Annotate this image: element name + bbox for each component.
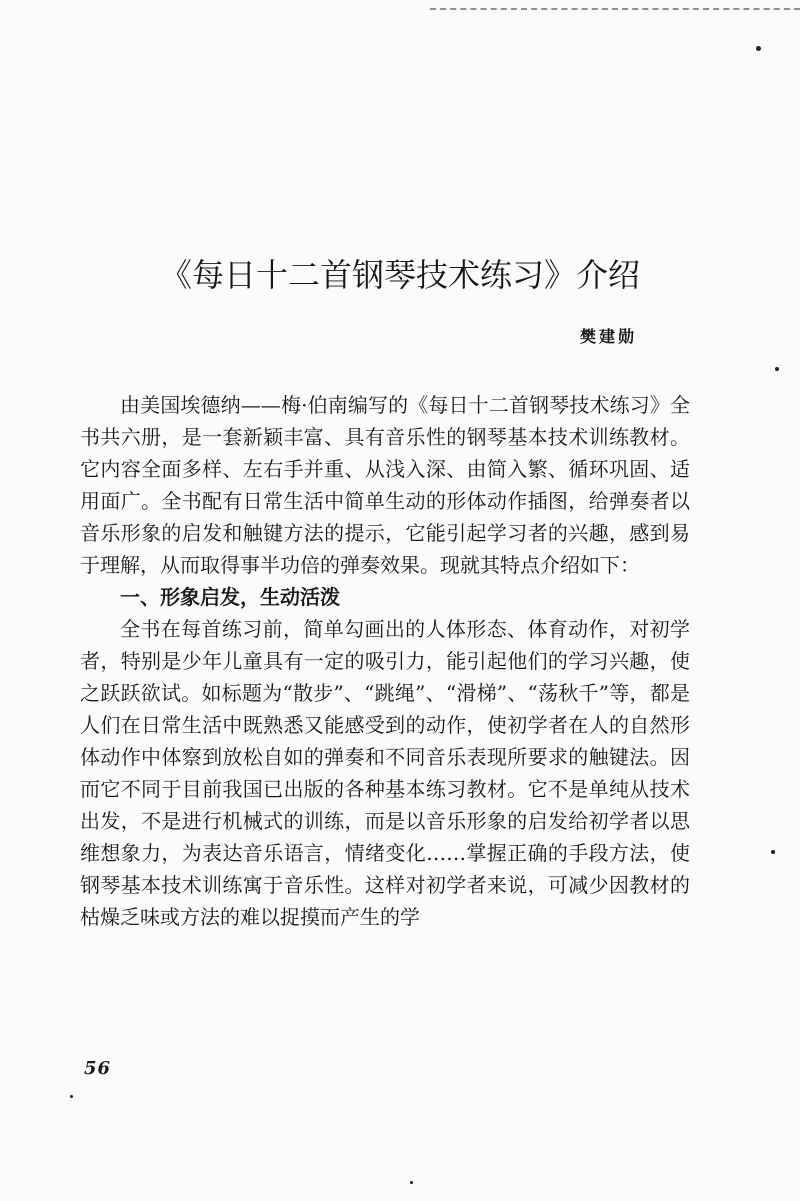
scan-speck	[775, 367, 779, 371]
section-paragraph: 全书在每首练习前，简单勾画出的人体形态、体育动作，对初学者，特别是少年儿童具有一定的吸引力，能引起他们的学习兴趣，使之跃跃欲试。如标题为“散步”、“跳绳”、“滑梯”、“荡秋千”等，都是人们在日常生活中既熟悉又能感受到的动作，使初学者在人的自然形体动作中体察到放松自如的弹奏和不同音乐表现所要求的触键法。因而它不同于目前我国已出版的各种基本练习教材。它不是单纯从技术出发，不是进行机械式的训练，而是以音乐形象的启发给初学者以思维想象力，为表达音乐语言，情绪变化……掌握正确的手段方法，使钢琴基本技术训练寓于音乐性。这样对初学者来说，可减少因教材的枯燥乏味或方法的难以捉摸而产生的学	[80, 617, 690, 929]
author-name: 樊建勋	[580, 327, 638, 346]
scan-speck	[70, 1095, 73, 1098]
article-body	[80, 389, 690, 933]
top-dashed-border	[430, 8, 800, 10]
section-heading: 一、形象启发，生动活泼	[120, 585, 340, 609]
page-number: 56	[84, 1058, 112, 1079]
article-title: 《每日十二首钢琴技术练习》介绍	[159, 256, 640, 295]
scan-speck	[410, 1181, 413, 1184]
scan-speck	[771, 850, 775, 854]
intro-paragraph: 由美国埃德纳——梅·伯南编写的《每日十二首钢琴技术练习》全书共六册，是一套新颖丰富、具有音乐性的钢琴基本技术训练教材。它内容全面多样、左右手并重、从浅入深、由简入繁、循环巩固、适用面广。全书配有日常生活中简单生动的形体动作插图，给弹奏者以音乐形象的启发和触键方法的提示，它能引起学习者的兴趣，感到易于理解，从而取得事半功倍的弹奏效果。现就其特点介绍如下：	[80, 393, 690, 577]
scan-speck	[756, 46, 761, 51]
